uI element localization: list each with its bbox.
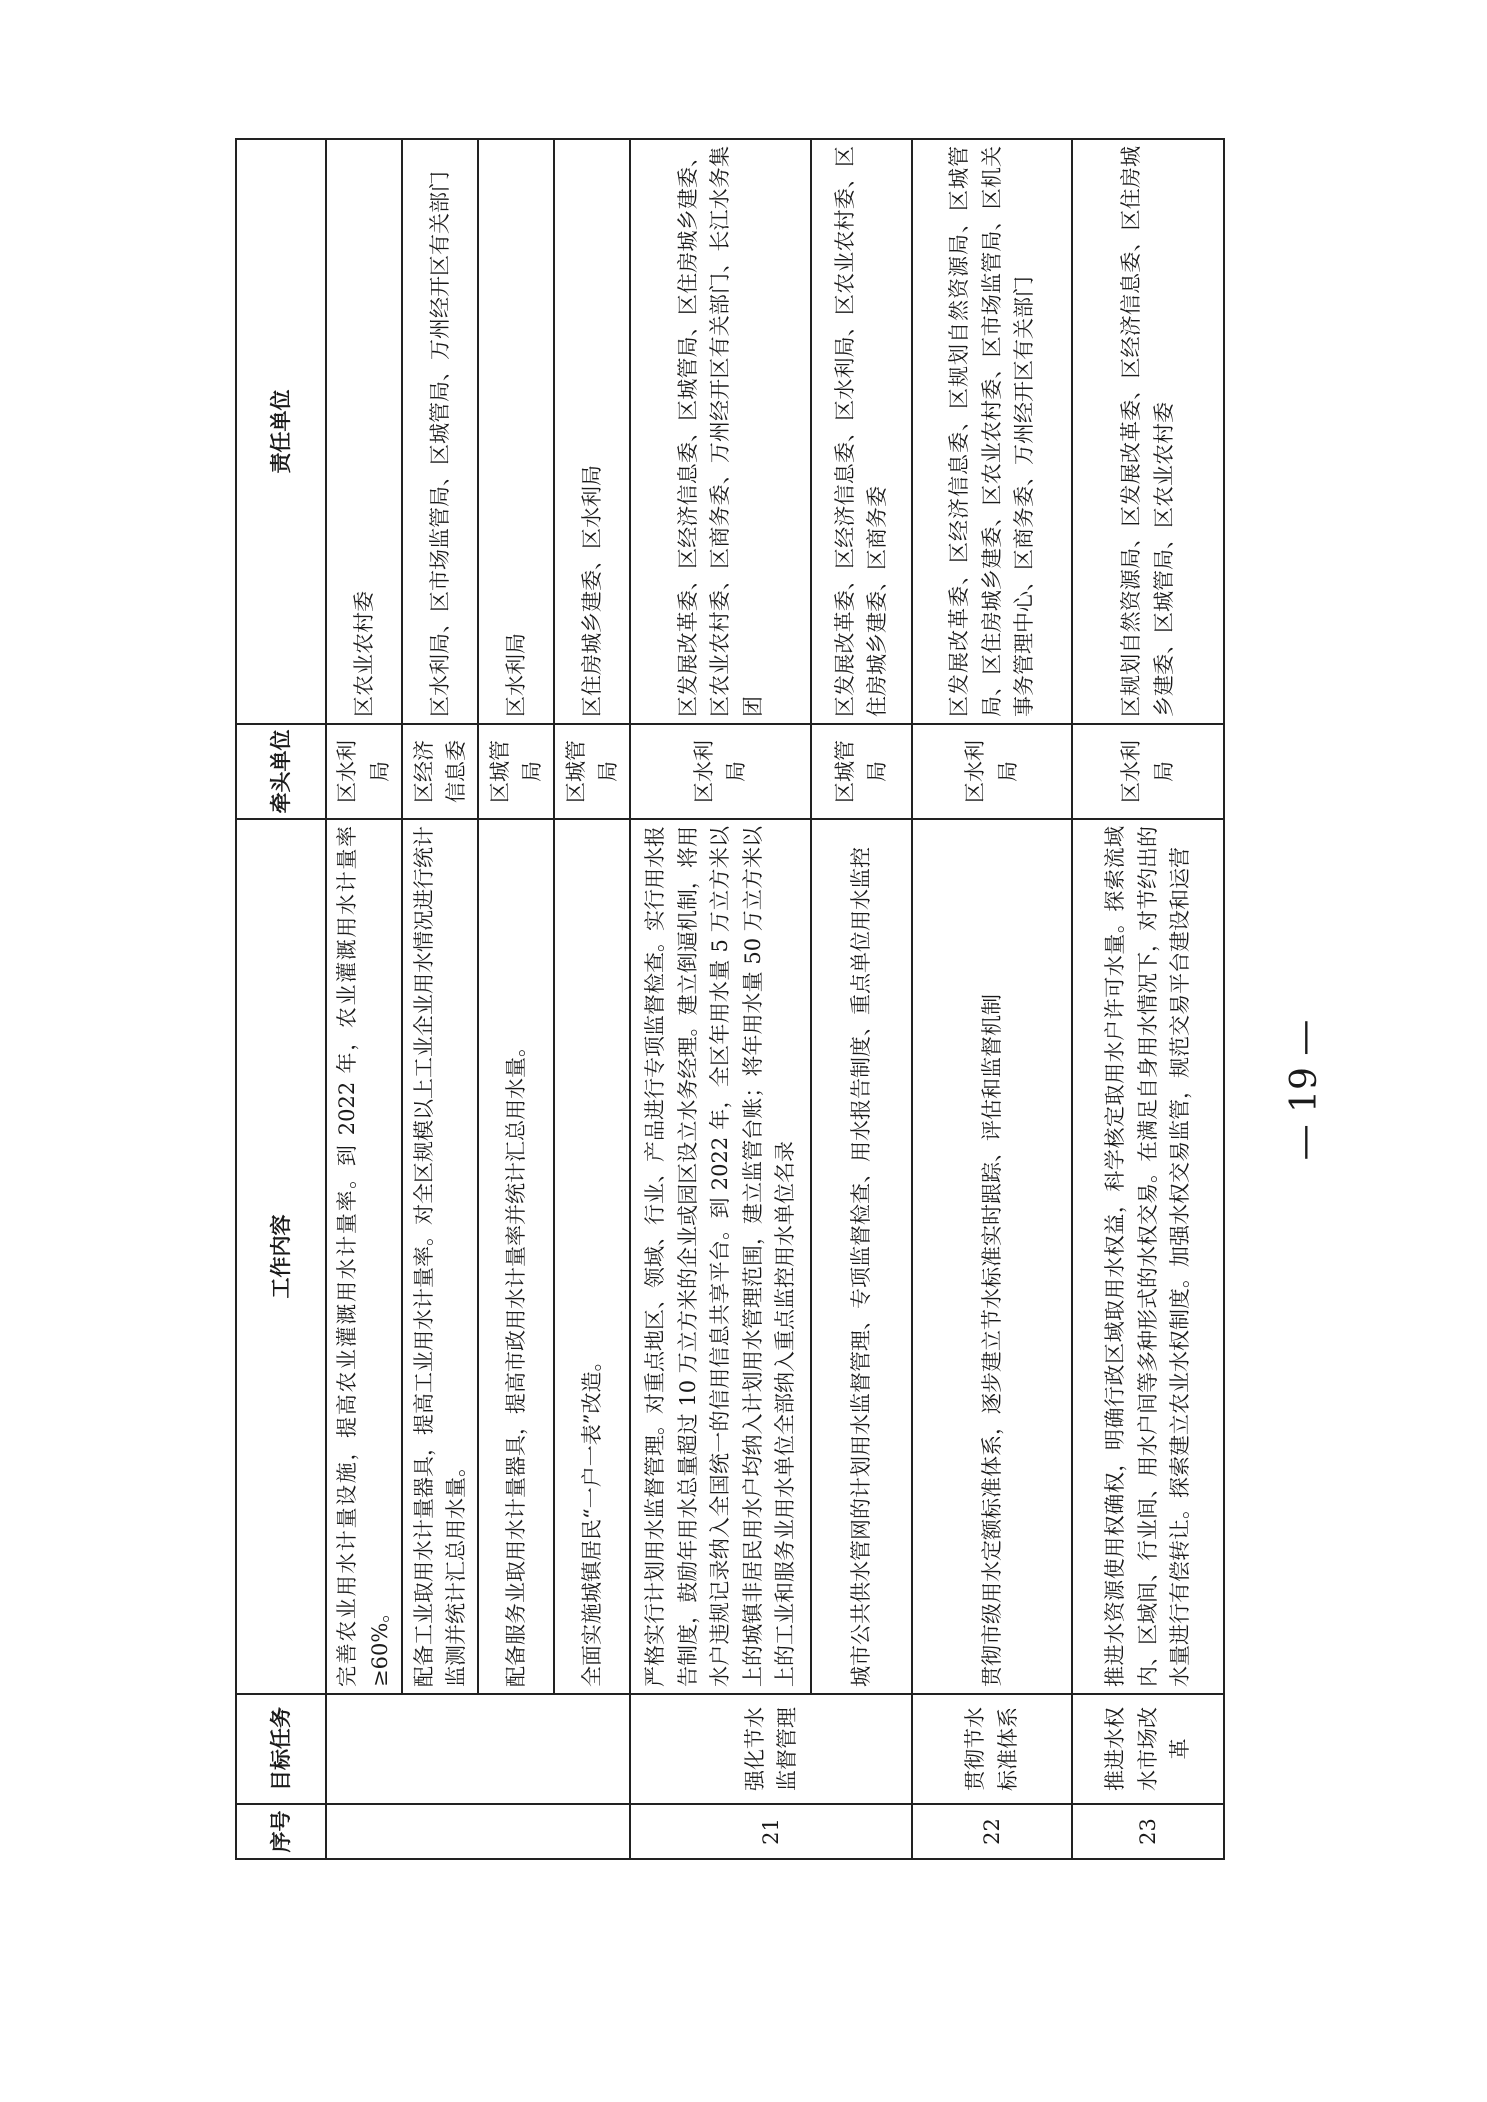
header-no: 序号 xyxy=(236,1804,326,1859)
cell-target: 贯彻节水标准体系 xyxy=(912,1694,1072,1804)
page-number-text: — 19 — xyxy=(1284,1019,1325,1161)
table-row xyxy=(912,139,1072,1859)
rotated-table-page xyxy=(235,140,1225,1860)
cell-resp: 区农业农村委 xyxy=(326,139,402,724)
table-row xyxy=(402,139,478,1859)
table-row xyxy=(478,139,554,1859)
header-lead: 牵头单位 xyxy=(236,724,326,819)
cell-target xyxy=(478,1694,554,1804)
cell-content: 全面实施城镇居民“一户一表”改造。 xyxy=(554,819,630,1694)
cell-content: 完善农业用水计量设施，提高农业灌溉用水计量率。到 2022 年，农业灌溉用水计量率≥60%。 xyxy=(326,819,402,1694)
cell-resp: 区发展改革委、区经济信息委、区水利局、区农业农村委、区住房城乡建委、区商务委 xyxy=(811,139,912,724)
cell-resp: 区水利局 xyxy=(478,139,554,724)
page-number xyxy=(1265,1005,1345,1175)
table-row xyxy=(811,139,912,1859)
cell-target: 强化节水监督管理 xyxy=(630,1694,912,1804)
cell-resp: 区住房城乡建委、区水利局 xyxy=(554,139,630,724)
cell-lead: 区经济信息委 xyxy=(402,724,478,819)
table-row xyxy=(554,139,630,1859)
cell-target: 推进水权水市场改革 xyxy=(1072,1694,1224,1804)
cell-target xyxy=(554,1694,630,1804)
header-content: 工作内容 xyxy=(236,819,326,1694)
cell-lead: 区城管局 xyxy=(478,724,554,819)
cell-target xyxy=(326,1694,402,1804)
table-row xyxy=(630,139,810,1859)
cell-content: 城市公共供水管网的计划用水监督管理、专项监督检查、用水报告制度、重点单位用水监控 xyxy=(811,819,912,1694)
cell-resp: 区规划自然资源局、区发展改革委、区经济信息委、区住房城乡建委、区城管局、区农业农村委 xyxy=(1072,139,1224,724)
task-table xyxy=(235,138,1225,1860)
cell-content: 贯彻市级用水定额标准体系，逐步建立节水标准实时跟踪、评估和监督机制 xyxy=(912,819,1072,1694)
cell-resp: 区水利局、区市场监管局、区城管局、万州经开区有关部门 xyxy=(402,139,478,724)
cell-lead: 区水利局 xyxy=(912,724,1072,819)
table-row xyxy=(1072,139,1224,1859)
cell-no: 21 xyxy=(630,1804,912,1859)
cell-content: 严格实行计划用水监督管理。对重点地区、领域、行业、产品进行专项监督检查。实行用水报告制度，鼓励年用水总量超过 10 万立方米的企业或园区设立水务经理。建立倒逼机制，将用水户违规记录纳入全国统一的信用信息共享平台。到 2022 年，全区年用水量 5 万立方米以上的城镇非居民用水户均纳入计划用水管理范围，建立监管台账；将年用水量 50 万立方米以上的工业和服务业用水单位全部纳入重点监控用水单位名录 xyxy=(630,819,810,1694)
cell-resp: 区发展改革委、区经济信息委、区规划自然资源局、区城管局、区住房城乡建委、区农业农村委、区市场监管局、区机关事务管理中心、区商务委、万州经开区有关部门 xyxy=(912,139,1072,724)
cell-no xyxy=(402,1804,478,1859)
cell-lead: 区水利局 xyxy=(630,724,810,819)
cell-lead: 区水利局 xyxy=(326,724,402,819)
header-resp: 责任单位 xyxy=(236,139,326,724)
cell-target xyxy=(402,1694,478,1804)
cell-lead: 区城管局 xyxy=(811,724,912,819)
cell-no: 22 xyxy=(912,1804,1072,1859)
table-header-row xyxy=(236,139,326,1859)
cell-no xyxy=(326,1804,402,1859)
cell-content: 配备服务业取用水计量器具，提高市政用水计量率并统计汇总用水量。 xyxy=(478,819,554,1694)
cell-lead: 区城管局 xyxy=(554,724,630,819)
cell-lead: 区水利局 xyxy=(1072,724,1224,819)
cell-resp: 区发展改革委、区经济信息委、区城管局、区住房城乡建委、区农业农村委、区商务委、万州经开区有关部门、长江水务集团 xyxy=(630,139,810,724)
cell-content: 推进水资源使用权确权，明确行政区域取用水权益，科学核定取用水户许可水量。探索流域内、区域间、行业间、用水户间等多种形式的水权交易。在满足自身用水情况下，对节约出的水量进行有偿转让。探索建立农业水权制度。加强水权交易监管，规范交易平台建设和运营 xyxy=(1072,819,1224,1694)
cell-no xyxy=(554,1804,630,1859)
header-target: 目标任务 xyxy=(236,1694,326,1804)
table-row xyxy=(326,139,402,1859)
cell-no: 23 xyxy=(1072,1804,1224,1859)
cell-no xyxy=(478,1804,554,1859)
cell-content: 配备工业取用水计量器具，提高工业用水计量率。对全区规模以上工业企业用水情况进行统计监测并统计汇总用水量。 xyxy=(402,819,478,1694)
